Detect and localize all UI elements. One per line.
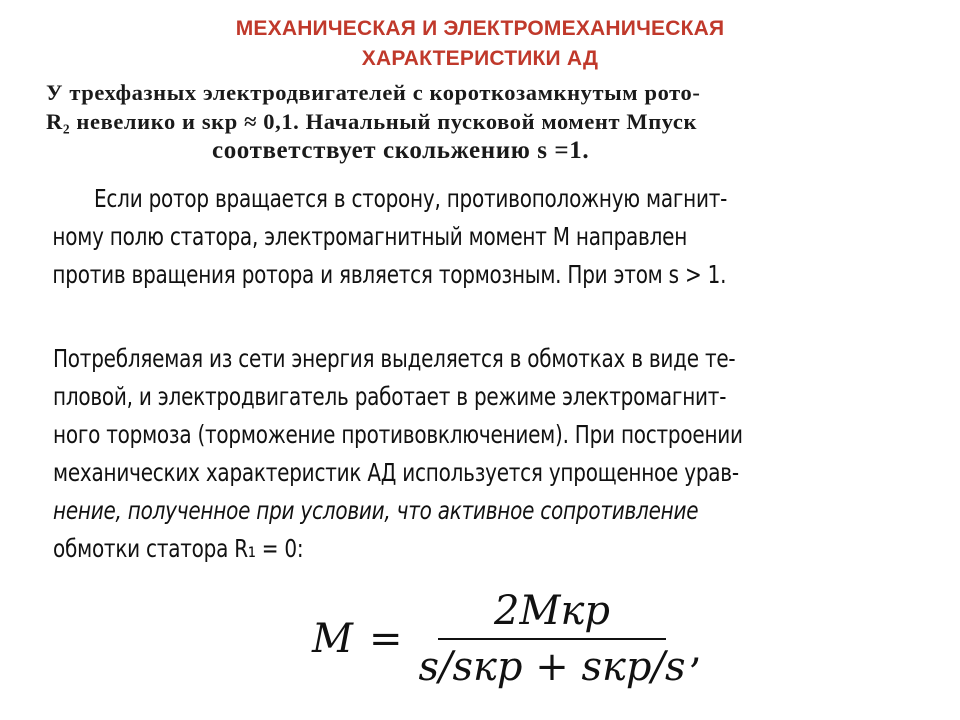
formula-fraction	[418, 588, 685, 690]
paragraph-energy-dissipation	[53, 340, 743, 568]
paragraph-3-line-5: нение, полученное при условии, что активное сопротивление	[53, 496, 699, 525]
paragraph-1-line-2: R₂ невелико и sкр ≈ 0,1. Начальный пусковой момент Mпуск	[46, 109, 698, 134]
paragraph-2-line-1: Если ротор вращается в сторону, противоположную магнит-	[94, 184, 728, 213]
formula-lhs: M	[312, 616, 353, 662]
slide-title-line-2: ХАРАКТЕРИСТИКИ АД	[361, 47, 599, 70]
slide-title	[0, 14, 960, 74]
paragraph-2-line-2: ному полю статора, электромагнитный момент M направлен	[52, 222, 688, 251]
paragraph-3-line-1: Потребляемая из сети энергия выделяется в обмотках в виде те-	[53, 344, 736, 373]
paragraph-braking-mode	[52, 180, 728, 294]
paragraph-3-line-3: ного тормоза (торможение противовключением). При построении	[53, 420, 743, 449]
formula-denominator: s/sкр + sкр/s	[418, 644, 686, 690]
formula-numerator: 2Mкр	[494, 588, 610, 634]
paragraph-1-line-1: У трехфазных электродвигателей с короткозамкнутым рото-	[46, 80, 701, 105]
paragraph-3-line-6: обмотки статора R₁ = 0:	[53, 534, 304, 563]
formula-comma: ,	[689, 626, 703, 672]
formula-equals: =	[368, 616, 403, 662]
slide-title-line-1: МЕХАНИЧЕСКАЯ И ЭЛЕКТРОМЕХАНИЧЕСКАЯ	[235, 17, 725, 40]
kloss-formula	[312, 588, 702, 690]
paragraph-3-line-4: механических характеристик АД используется упрощенное урав-	[53, 458, 739, 487]
paragraph-2-line-3: против вращения ротора и является тормозным. При этом s > 1.	[52, 260, 727, 289]
paragraph-1-line-3: соответствует скольжению s =1.	[212, 137, 590, 164]
paragraph-rotor-resistance	[46, 78, 916, 165]
paragraph-3-line-2: пловой, и электродвигатель работает в режиме электромагнит-	[53, 382, 727, 411]
